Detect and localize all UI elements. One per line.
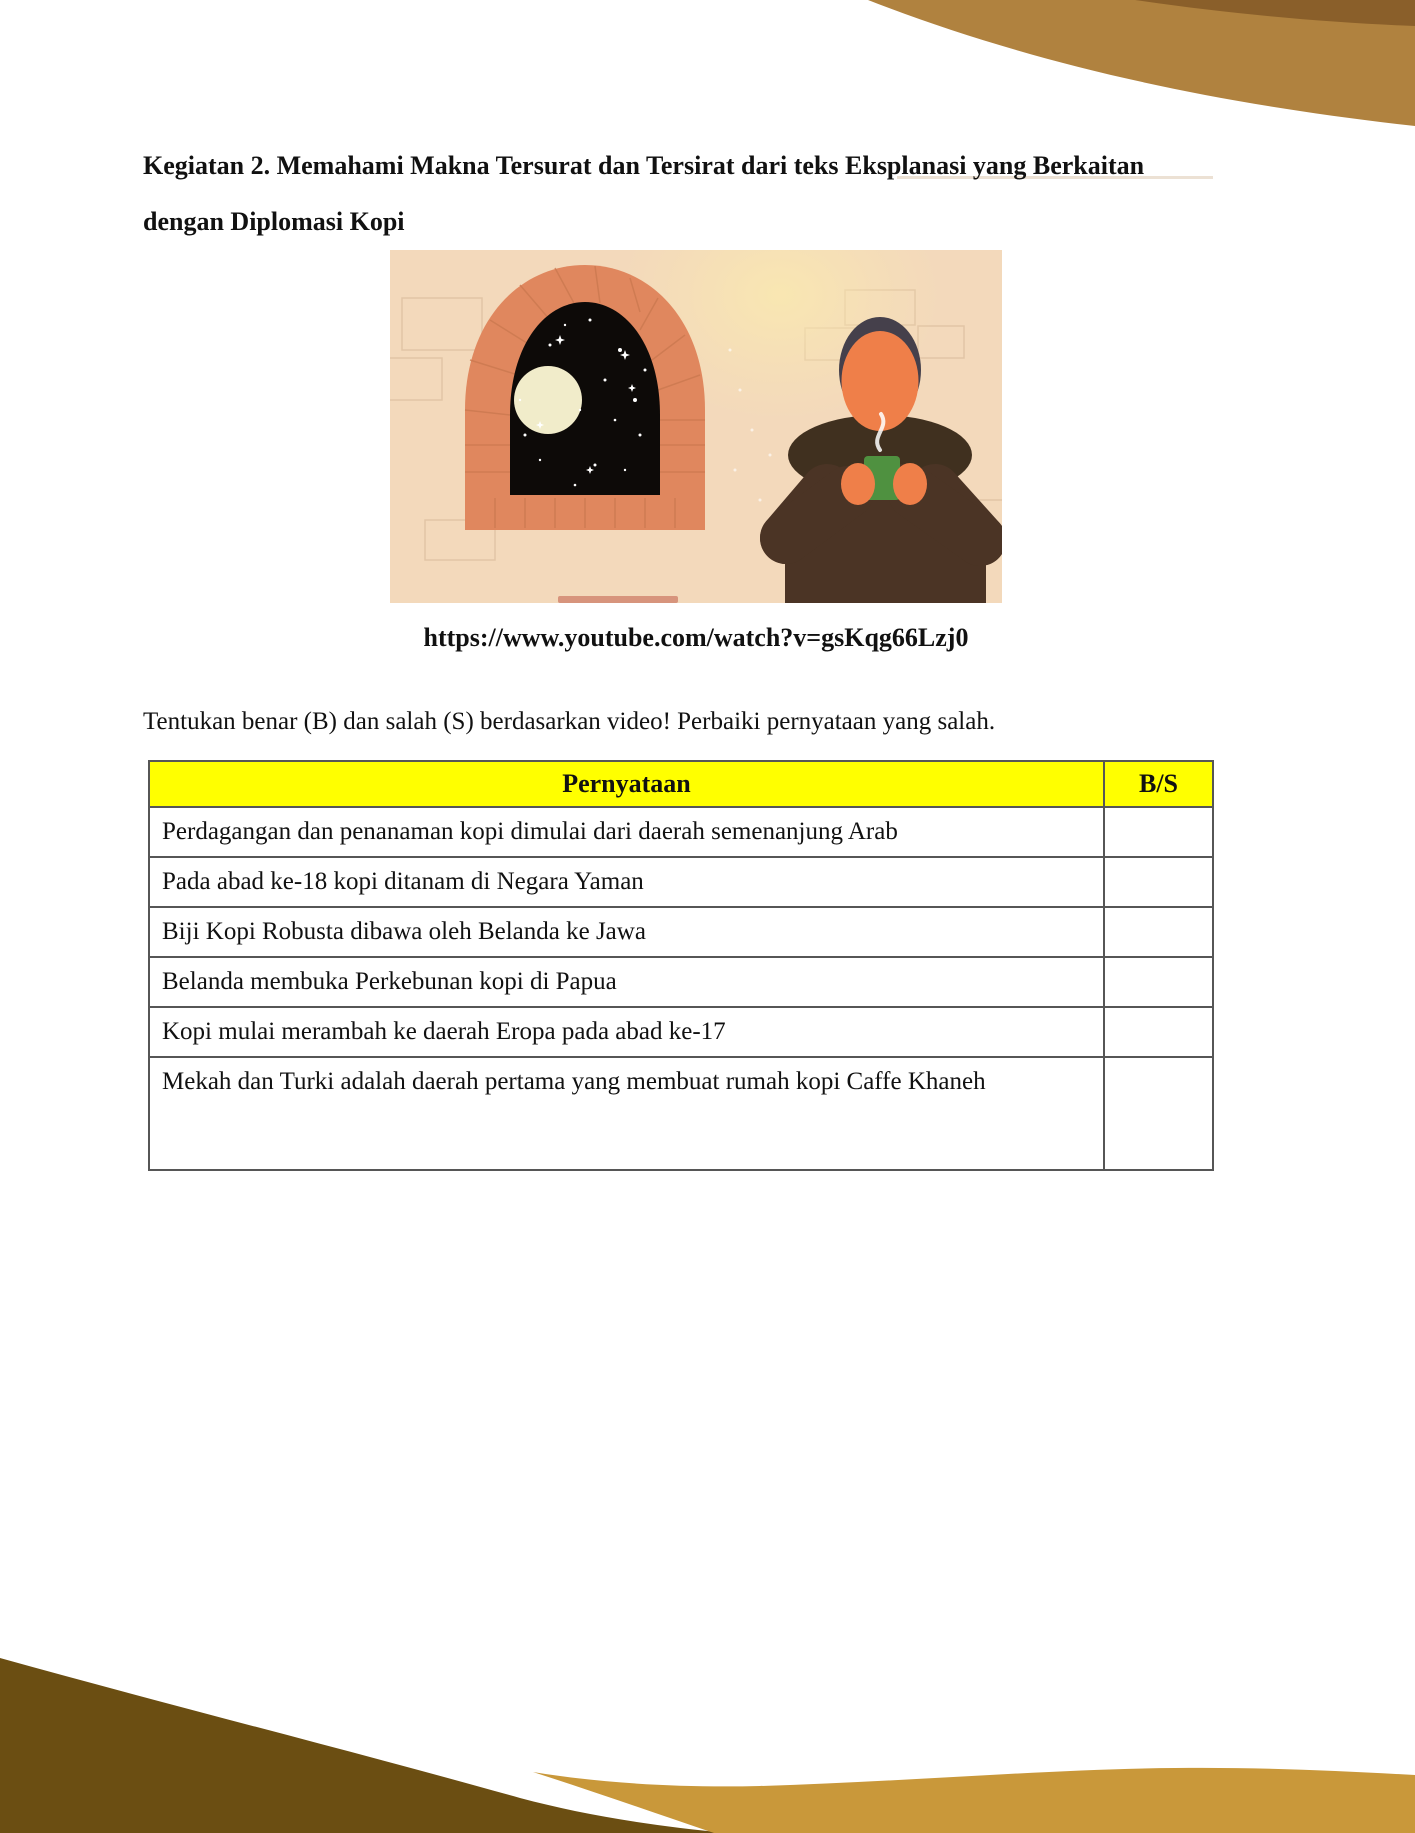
table-row [149,907,1213,957]
bs-answer-cell[interactable] [1104,857,1213,907]
statement-cell: Perdagangan dan penanaman kopi dimulai dari daerah semenanjung Arab [149,807,1104,857]
bs-answer-cell[interactable] [1104,807,1213,857]
statement-cell: Belanda membuka Perkebunan kopi di Papua [149,957,1104,1007]
bottom-gold-wave [533,1768,1415,1833]
table-row [149,1007,1213,1057]
corner-decoration-top-right [0,0,1415,140]
bs-answer-cell[interactable] [1104,907,1213,957]
statement-cell: Kopi mulai merambah ke daerah Eropa pada abad ke-17 [149,1007,1104,1057]
bs-answer-cell[interactable] [1104,1057,1213,1170]
right-hand [893,463,927,505]
video-thumbnail-illustration [390,250,1002,603]
statement-cell: Biji Kopi Robusta dibawa oleh Belanda ke Jawa [149,907,1104,957]
bs-answer-cell[interactable] [1104,1007,1213,1057]
left-hand [841,463,875,505]
page-title-line2: dengan Diplomasi Kopi [143,207,405,236]
table-row [149,857,1213,907]
video-url-caption: https://www.youtube.com/watch?v=gsKqg66Lzj0 [423,623,969,652]
statements-table [148,760,1214,1171]
table-row [149,1057,1213,1170]
corner-decoration-bottom [0,1648,1415,1833]
header-bs: B/S [1104,761,1213,807]
table-row [149,957,1213,1007]
page-title [143,138,1233,250]
bs-answer-cell[interactable] [1104,957,1213,1007]
header-pernyataan: Pernyataan [149,761,1104,807]
page-title-line1: Kegiatan 2. Memahami Makna Tersurat dan Tersirat dari teks Eksplanasi yang Berkaitan [143,151,1145,180]
table-header-row [149,761,1213,807]
statement-cell: Mekah dan Turki adalah daerah pertama yang membuat rumah kopi Caffe Khaneh [149,1057,1104,1170]
statement-cell: Pada abad ke-18 kopi ditanam di Negara Yaman [149,857,1104,907]
arched-window-icon [465,265,705,530]
foreground-sliver [558,596,678,603]
bottom-olive-swoosh [0,1658,728,1833]
table-row [149,807,1213,857]
moon-icon [514,366,582,434]
instruction-text: Tentukan benar (B) dan salah (S) berdasarkan video! Perbaiki pernyataan yang salah. [143,708,996,735]
